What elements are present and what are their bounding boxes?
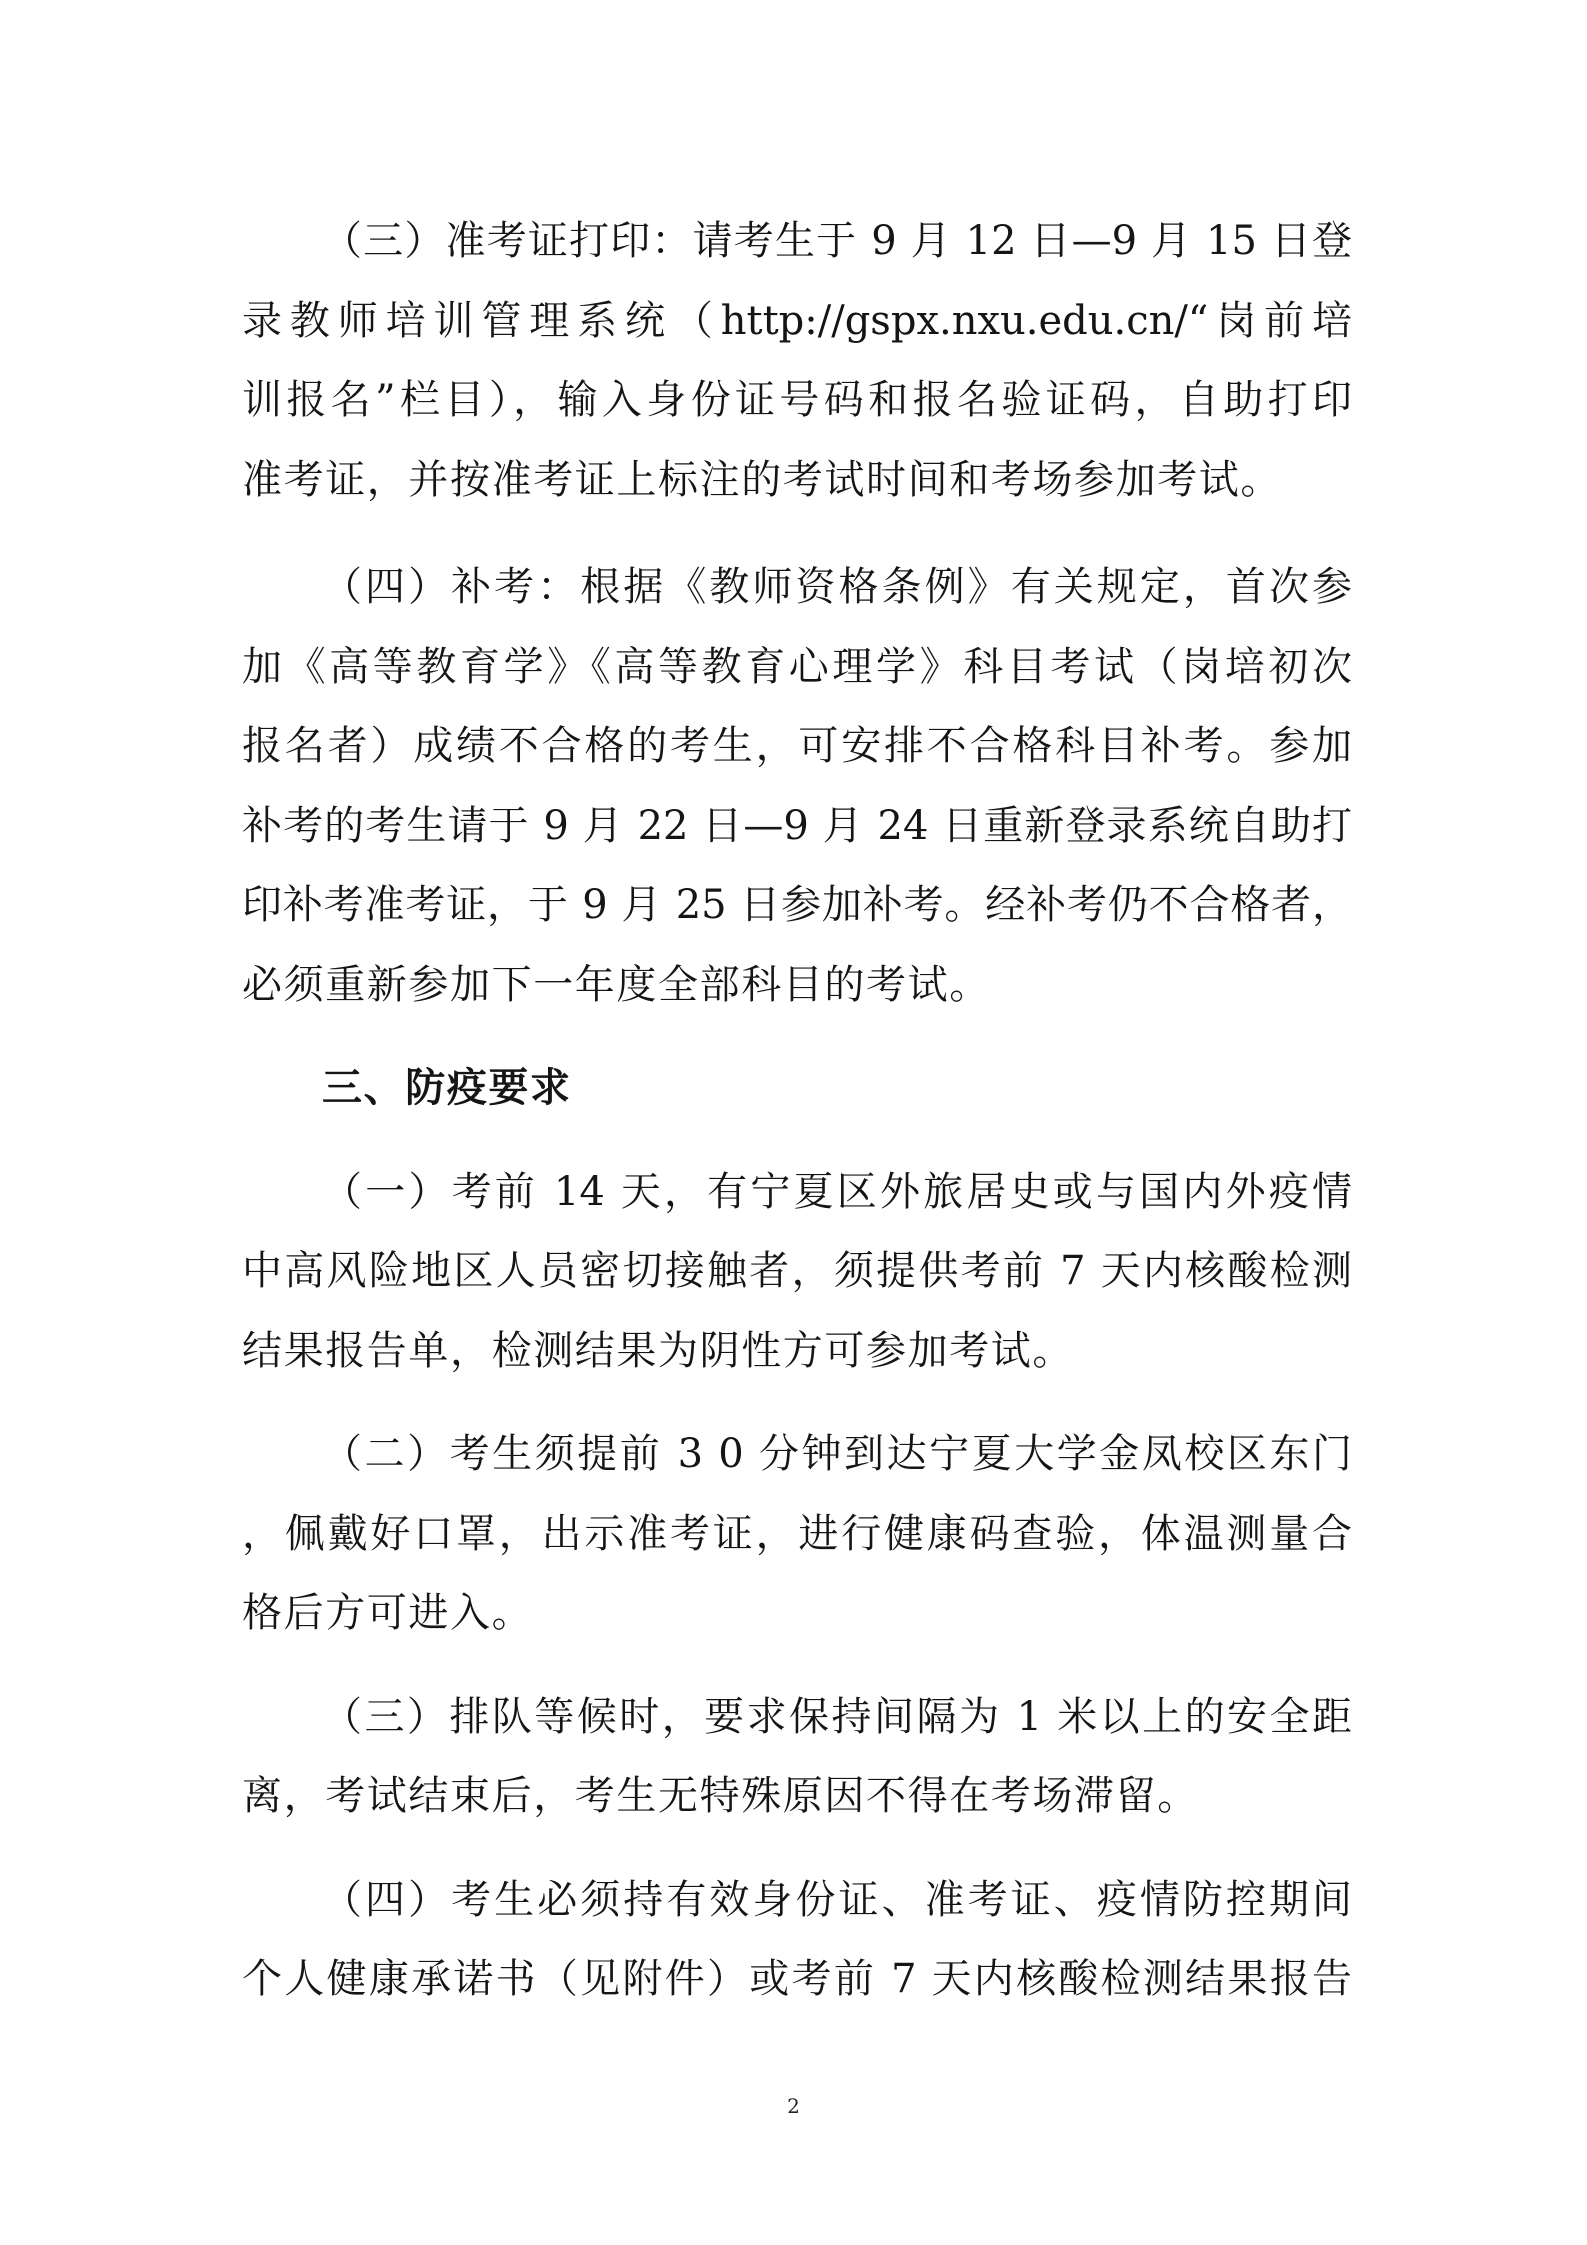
paragraph-line: 加《高等教育学》《高等教育心理学》科目考试（岗培初次 <box>242 643 1352 690</box>
document-body <box>242 202 1352 2020</box>
paragraph-line: 报名者）成绩不合格的考生，可安排不合格科目补考。参加 <box>242 723 1352 769</box>
paragraph-queue-distance <box>242 1678 1352 1837</box>
paragraph-required-documents <box>242 1861 1352 2020</box>
paragraph-makeup-exam <box>242 548 1352 1025</box>
paragraph-line: 结果报告单，检测结果为阴性方可参加考试。 <box>242 1327 1074 1374</box>
page-number: 2 <box>787 2094 800 2118</box>
paragraph-line: 录教师培训管理系统（http://gspx.nxu.edu.cn/“岗前培 <box>242 297 1352 344</box>
paragraph-line: 格后方可进入。 <box>242 1590 534 1636</box>
paragraph-line: ，佩戴好口罩，出示准考证，进行健康码查验，体温测量合 <box>242 1510 1352 1557</box>
section-heading: 三、防疫要求 <box>322 1065 572 1111</box>
paragraph-line: 必须重新参加下一年度全部科目的考试。 <box>242 961 991 1008</box>
paragraph-line: （四）补考：根据《教师资格条例》有关规定，首次参 <box>322 564 1352 610</box>
paragraph-arrival-check <box>242 1415 1352 1654</box>
paragraph-line: （一）考前 14 天，有宁夏区外旅居史或与国内外疫情 <box>322 1168 1352 1215</box>
paragraph-line: 离，考试结束后，考生无特殊原因不得在考场滞留。 <box>242 1773 1199 1819</box>
paragraph-line: 印补考准考证，于 9 月 25 日参加补考。经补考仍不合格者， <box>242 882 1352 928</box>
paragraph-line: 补考的考生请于 9 月 22 日—9 月 24 日重新登录系统自助打 <box>242 802 1352 849</box>
paragraph-line: （三）准考证打印：请考生于 9 月 12 日—9 月 15 日登 <box>322 218 1352 264</box>
paragraph-line: （二）考生须提前 3 0 分钟到达宁夏大学金凤校区东门 <box>322 1431 1352 1477</box>
paragraph-line: 训报名”栏目），输入身份证号码和报名验证码，自助打印 <box>242 377 1352 423</box>
paragraph-line: 准考证，并按准考证上标注的考试时间和考场参加考试。 <box>242 456 1282 503</box>
paragraph-line: （三）排队等候时，要求保持间隔为 1 米以上的安全距 <box>322 1693 1352 1740</box>
paragraph-line: 中高风险地区人员密切接触者，须提供考前 7 天内核酸检测 <box>242 1248 1352 1294</box>
paragraph-line: 个人健康承诺书（见附件）或考前 7 天内核酸检测结果报告 <box>242 1956 1352 2002</box>
paragraph-line: （四）考生必须持有效身份证、准考证、疫情防控期间 <box>322 1876 1352 1923</box>
paragraph-admission-ticket-printing <box>242 202 1352 520</box>
paragraph-travel-history <box>242 1153 1352 1392</box>
